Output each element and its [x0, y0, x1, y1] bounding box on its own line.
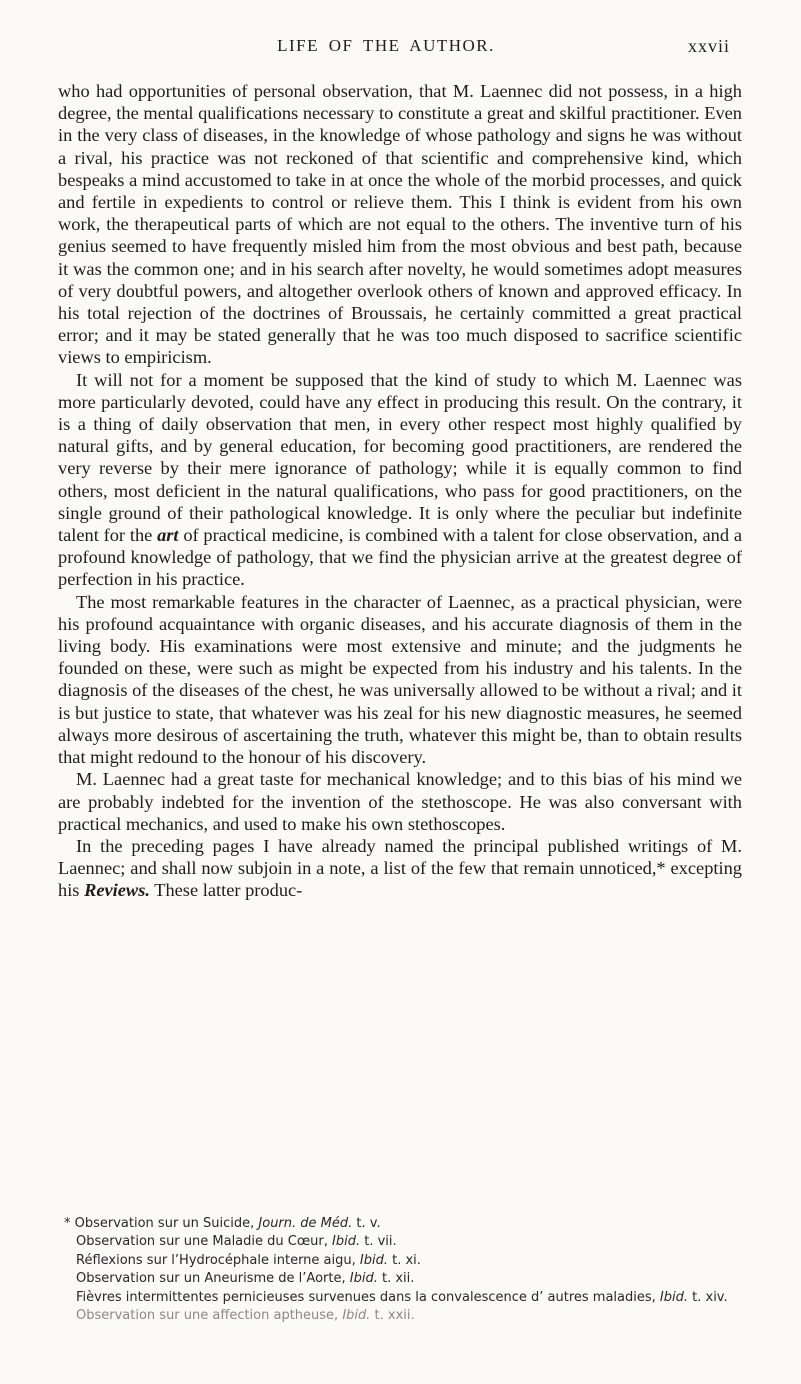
- body-text: [58, 80, 742, 902]
- italic-text: Ibid.: [342, 1308, 371, 1324]
- text-run: t. vii.: [360, 1234, 397, 1250]
- text-run: t. xiv.: [688, 1289, 728, 1305]
- text-run: who had opportunities of personal observation, that M. Laennec did not possess, in a high degree, the mental qualifications necessary to constitute a great and skilful practitioner. Even in the very class of diseases, in the knowledge of whose pathology and signs he was without a rival, his practice was not reckoned of that scientific and comprehensive kind, which bespeaks a mind accustomed to take in at once the whole of the morbid processes, and quick and fertile in expedients to control or relieve them. This I think is evident from his own work, the therapeutical parts of which are not equal to the others. The inventive turn of his genius seemed to have frequently misled him from the most obvious and best path, because it was the common one; and in his search after novelty, he would sometimes adopt measures of very doubtful powers, and altogether overlook others of known and approved efficacy. In his total rejection of the doctrines of Broussais, he certainly committed a great practical error; and it may be stated generally that he was too much disposed to sacrifice scientific views to empiricism.: [58, 81, 742, 368]
- running-head: [56, 36, 730, 62]
- text-run: Observation sur une Maladie du Cœur,: [76, 1234, 332, 1250]
- paragraph: [58, 591, 742, 769]
- italic-text: Journ. de Méd.: [258, 1216, 353, 1231]
- text-run: It will not for a moment be supposed that the kind of study to which M. Laennec was more particularly devoted, could have any effect in producing this result. On the contrary, it is a thing of daily observation that men, in every other respect most highly qualified by natural gifts, and by general education, for becoming good practitioners, are rendered the very reverse by their mere ignorance of pathology; while it is equally common to find others, most deficient in the natural qualifications, who pass for good practitioners, on the single ground of their pathological knowledge. It is only where the peculiar but indefinite talent for the: [58, 369, 742, 546]
- footnotes: [58, 1215, 746, 1325]
- text-run: The most remarkable features in the character of Laennec, as a practical physician, were his profound acquaintance with organic diseases, and his accurate diagnosis of them in the living body. His examinations were most extensive and minute; and the judgments he founded on these, were such as might be expected from his industry and his talents. In the diagnosis of the diseases of the chest, he was universally allowed to be without a rival; and it is but justice to state, that whatever was his zeal for his new diagnostic measures, he seemed always more desirous of ascertaining the truth, whatever this might be, than to obtain results that might redound to the honour of his discovery.: [58, 591, 742, 768]
- italic-text: Ibid.: [659, 1289, 688, 1305]
- text-run: Réflexions sur l’Hydrocéphale interne aigu,: [76, 1252, 360, 1268]
- running-title: LIFE OF THE AUTHOR.: [277, 36, 495, 55]
- footnote-entry: [58, 1307, 746, 1325]
- text-run: t. xi.: [387, 1252, 421, 1268]
- footnote-entry: [58, 1215, 746, 1233]
- text-run: t. xii.: [377, 1271, 415, 1287]
- italic-text: Ibid.: [349, 1271, 378, 1287]
- footnote-entry: [58, 1233, 746, 1251]
- text-run: t. xxii.: [370, 1308, 415, 1324]
- paragraph: [58, 768, 742, 835]
- text-run: Observation sur un Aneurisme de l’Aorte,: [76, 1271, 350, 1287]
- paragraph: [58, 80, 742, 369]
- footnote-entry: [58, 1270, 746, 1288]
- italic-text: Ibid.: [332, 1234, 361, 1250]
- text-run: M. Laennec had a great taste for mechanical knowledge; and to this bias of his mind we are probably indebted for the invention of the stethoscope. He was also conversant with practical mechanics, and used to make his own stethoscopes.: [58, 769, 742, 834]
- text-run: In the preceding pages I have already named the principal published writings of M. Laennec; and shall now subjoin in a note, a list of the few that remain unnoticed,* excepting his: [58, 835, 742, 901]
- text-run: t. v.: [352, 1216, 381, 1231]
- paragraph: [58, 835, 742, 902]
- text-run: Observation sur une affection aptheuse,: [76, 1308, 343, 1324]
- italic-text: art: [157, 525, 179, 546]
- italic-text: Ibid.: [359, 1252, 388, 1268]
- text-run: Fièvres intermittentes pernicieuses survenues dans la convalescence d’ autres maladies,: [76, 1289, 660, 1305]
- italic-text: Reviews.: [84, 880, 150, 901]
- page-number: xxvii: [687, 36, 730, 56]
- footnote-entry: [58, 1289, 746, 1307]
- text-run: * Observation sur un Suicide,: [64, 1216, 259, 1231]
- paragraph: [58, 369, 742, 591]
- text-run: of practical medicine, is combined with a talent for close observation, and a profound knowledge of pathology, that we find the physician arrive at the greatest degree of perfection in his practice.: [58, 525, 742, 590]
- text-run: These latter produc-: [149, 880, 303, 901]
- footnote-entry: [58, 1252, 746, 1270]
